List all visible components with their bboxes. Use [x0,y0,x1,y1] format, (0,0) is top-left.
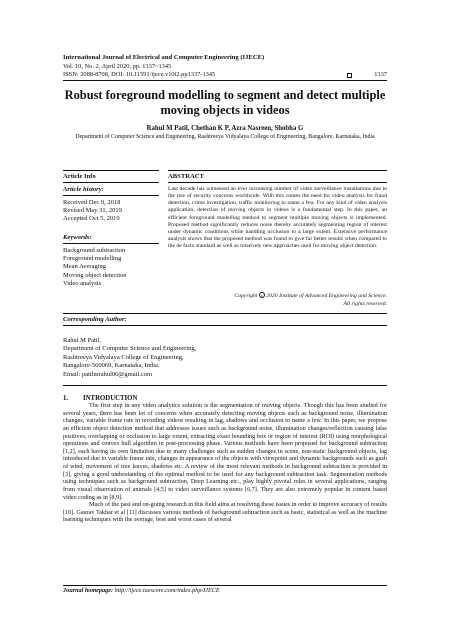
body-paragraph: Much of the past and on-going research in this field aims at resolving these issues in order to improve accuracy of results [10]. Gaurav Takhar et al [11] discusses various methods of background subtraction such as basic, statistical as well as the machine learning techniques with the average, best and worst cases of several [63,502,387,524]
page-number: 1337 [374,71,387,78]
abstract-heading: ABSTRACT [168,173,204,180]
block-rule-lower [63,325,387,326]
history-item: Revised May 31, 2019 [63,207,122,215]
keywords-list [63,247,127,288]
journal-name: International Journal of Electrical and Computer Engineering (IJECE) [63,54,265,61]
paper-authors: Rahul M Patil, Chethan K P, Azra Nasreen, Shobha G [146,125,304,132]
keyword-item: Mean Averaging [63,263,107,271]
corresponding-line: Bangalore-560069, Karnataka, India. [63,362,160,370]
keyword-item: Foreground modelling [63,255,122,263]
paper-affiliation: Department of Computer Science and Engineering, Rashtreeya Vidyalaya College of Engineering, Bangalore, Karnataka, India [75,134,375,140]
history-list [63,199,122,224]
copyright-holder: 2020 Institute of Advanced Engineering and Science. [266,293,387,299]
section-heading [63,395,137,403]
section-title: INTRODUCTION [83,395,138,402]
journal-issn: ISSN: 2088-8708, DOI: 10.11591/ijece.v10i2.pp1337-1345 [63,71,216,78]
corresponding-line: Rahul M Patil, [63,337,102,344]
keywords-label: Keywords: [63,234,92,241]
corresponding-label: Corresponding Author: [63,316,127,323]
history-label: Article history: [63,186,104,193]
copyright-notice [168,292,387,308]
header-rule [63,80,387,81]
history-rule [63,195,159,196]
info-top-rule [63,170,159,171]
abstract-top-rule [168,170,387,171]
block-rule-bottom [63,385,387,386]
corresponding-author [63,337,196,379]
body-paragraph: The first step in any video analytics solution is the segmentation of moving objects. Though this has been studied for several years, there has been lot of concerns when accurately detecting moving objects such as background noise, illumination changes, variable frame rate in recording videos resulting in lag, shadows and occlusion to name a few. In this paper, we propose an efficient object detection method that addresses issues such as background noise, illumination changes/reflection causing false positives, overlapping or occlusion to large extent, extracting exact bounding box or region of interest (ROI) using morphological operations and convex hull algorithm in post-processing phase. Various methods have been proposed for background subtraction [1,2], each having its own limitation due to many challenges such as sudden changes in scene, non-static background objects, lag introduced due to variable frame rate, changes in appearance of the objects with viewpoint and dynamic backgrounds such as gush of wind, movement of tree leaves, shadows etc. A review of the most relevant methods in background subtraction is provided in [3], giving a good understanding of the optimal method to be used for any background subtraction task. Segmentation methods using techniques such as background subtraction, Deep Learning etc., play highly pivotal roles in several applications, ranging from visual observation of animals [4,5] to video surveillance systems [6,7]. They are also extremely popular in content based video coding as in [8,9]. [63,403,387,501]
corresponding-line: Rashtreeya Vidyalaya College of Engineering, [63,353,184,361]
homepage-label: Journal homepage: [63,587,114,594]
journal-footer [63,587,220,595]
issn-row [63,71,387,80]
keywords-rule [63,243,159,244]
article-info-heading: Article Info [63,173,96,180]
abstract-text: Last decade has witnessed an ever increasing number of video surveillance installations due to the rise of security concerns worldwide. With this comes the need for video analysis for fraud detection, crime investigation, traffic monitoring to name a few. For any kind of video analysis application, detection of moving objects in videos is a fundamental step. In this paper, an efficient foreground modelling method to segment multiple moving objects is implemented. Proposed method significantly reduces noise thereby accurately segmenting region of interest under dynamic conditions while handling occlusion to a large extent. Extensive performance analysis shows that the proposed method was found to give far better results when compared to the de facto standard as well as relatively new approaches used for moving object detection. [168,186,387,250]
paper-title: Robust foreground modelling to segment and detect multiple moving objects in videos [64,88,386,117]
copyright-rights: All rights reserved. [343,300,387,307]
keyword-item: Video analysis [63,279,102,287]
info-mid-rule [63,182,159,183]
square-icon [347,73,352,78]
keyword-item: Moving object detection [63,271,127,279]
journal-volume: Vol. 10, No. 2, April 2020, pp. 1337~1345 [63,62,172,70]
history-item: Received Dec 9, 2018 [63,199,121,206]
journal-header [63,54,387,80]
abstract-mid-rule [168,182,387,183]
keyword-item: Background subtraction [63,247,126,254]
copyright-icon: c [260,293,263,298]
copyright-prefix: Copyright [234,293,258,299]
issn-right [347,71,387,80]
block-rule-upper [63,313,387,314]
corresponding-email: Email: patilmrahul06@gmail.com [63,370,153,378]
corresponding-line: Department of Computer Science and Engineering, [63,345,197,353]
history-item: Accepted Oct 5, 2019 [63,215,120,223]
section-number: 1. [63,395,69,402]
homepage-link[interactable]: http://ijece.iaescore.com/index.php/IJECE [114,587,220,594]
footer-rule [63,585,387,586]
section-body [63,403,387,525]
